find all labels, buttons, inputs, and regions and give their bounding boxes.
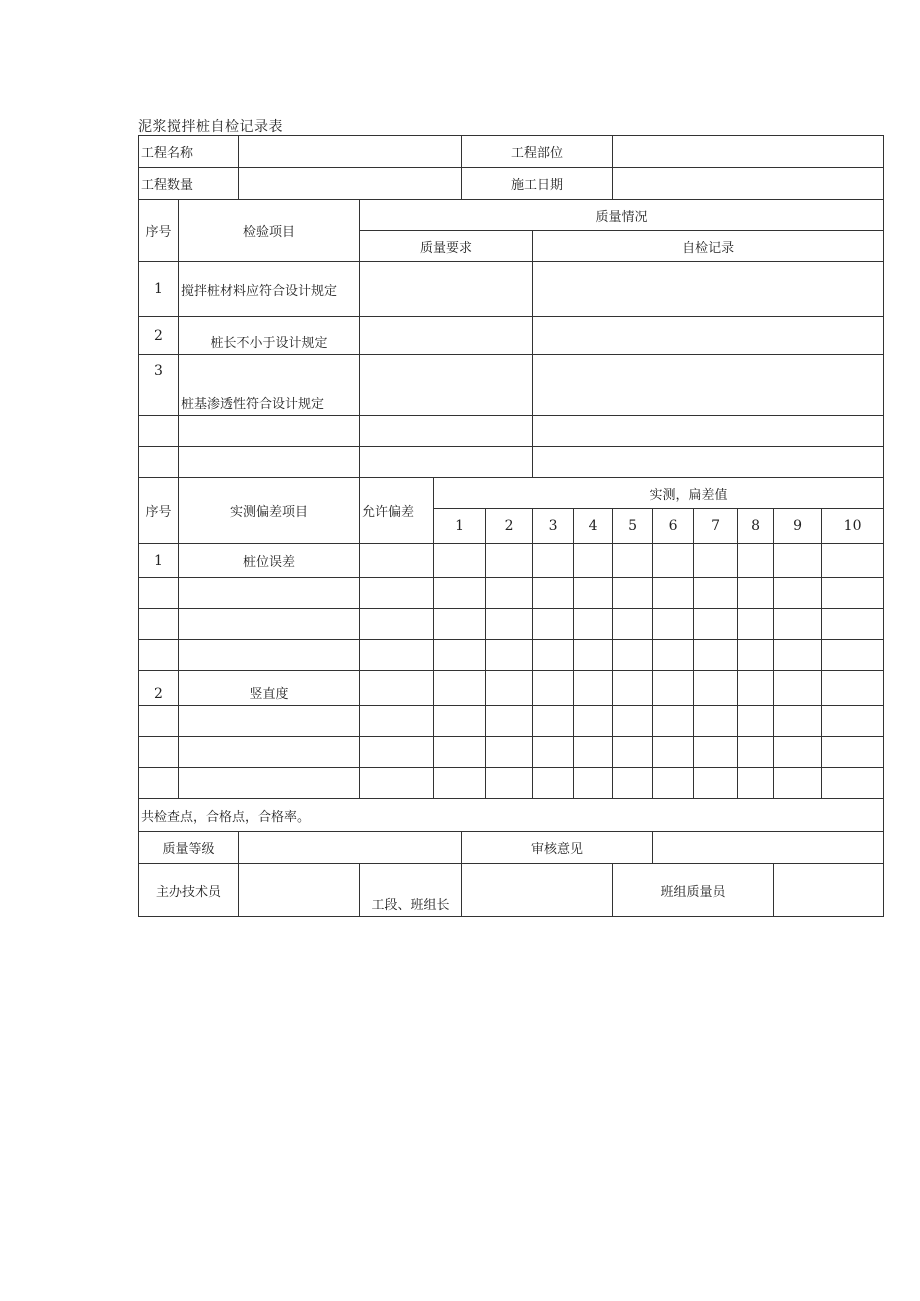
quality-requirement-cell[interactable]	[360, 317, 533, 355]
measure-cell[interactable]	[653, 706, 694, 737]
measure-cell[interactable]	[738, 578, 774, 609]
measure-cell[interactable]	[486, 544, 533, 578]
measurement-item-number: 2	[139, 671, 179, 706]
measure-cell[interactable]	[486, 578, 533, 609]
measurement-item-text[interactable]	[179, 737, 360, 768]
measurement-item-number: 1	[139, 544, 179, 578]
quality-requirement-header: 质量要求	[360, 231, 533, 262]
measurement-row-empty	[139, 609, 884, 640]
measure-cell[interactable]	[533, 768, 574, 799]
measure-cell[interactable]	[434, 544, 486, 578]
measure-cell[interactable]	[738, 609, 774, 640]
measure-cell[interactable]	[694, 706, 738, 737]
inspection-seq-header: 序号	[139, 200, 179, 262]
measure-cell[interactable]	[574, 609, 613, 640]
measurement-item-text[interactable]	[179, 640, 360, 671]
measure-cell[interactable]	[434, 640, 486, 671]
measure-cell[interactable]	[613, 768, 653, 799]
measurement-row-empty	[139, 578, 884, 609]
measure-cell[interactable]	[774, 609, 822, 640]
measure-cell[interactable]	[694, 768, 738, 799]
team-quality-officer-signature-field[interactable]	[774, 864, 884, 917]
measure-cell[interactable]	[738, 640, 774, 671]
measure-cell[interactable]	[574, 768, 613, 799]
project-name-label: 工程名称	[139, 136, 239, 168]
measure-cell[interactable]	[653, 671, 694, 706]
allowed-deviation-cell[interactable]	[360, 671, 434, 706]
measure-cell[interactable]	[653, 578, 694, 609]
measure-column-2: 2	[486, 509, 533, 544]
measurement-row	[139, 671, 884, 706]
measure-cell[interactable]	[822, 737, 884, 768]
measure-cell[interactable]	[613, 609, 653, 640]
grade-row	[139, 832, 884, 864]
measure-cell[interactable]	[434, 768, 486, 799]
measure-cell[interactable]	[486, 706, 533, 737]
measure-cell[interactable]	[574, 640, 613, 671]
measure-column-6: 6	[653, 509, 694, 544]
inspection-row-empty	[139, 447, 884, 478]
measure-cell[interactable]	[774, 737, 822, 768]
construction-date-label: 施工日期	[462, 168, 613, 200]
measure-cell[interactable]	[822, 706, 884, 737]
self-check-record-cell[interactable]	[533, 262, 884, 317]
measure-cell[interactable]	[694, 544, 738, 578]
measure-cell[interactable]	[774, 768, 822, 799]
measurement-item-number	[139, 640, 179, 671]
allowed-deviation-cell[interactable]	[360, 768, 434, 799]
signature-row	[139, 864, 884, 917]
summary-row	[139, 799, 884, 832]
measure-column-9: 9	[774, 509, 822, 544]
inspection-form-table	[138, 135, 884, 917]
inspection-item-number: 3	[139, 355, 179, 416]
measure-cell[interactable]	[434, 737, 486, 768]
measure-cell[interactable]	[738, 706, 774, 737]
measured-deviation-header: 实测，扁差值	[434, 478, 884, 509]
allowed-deviation-cell[interactable]	[360, 706, 434, 737]
measurement-row-empty	[139, 640, 884, 671]
measure-cell[interactable]	[738, 671, 774, 706]
project-quantity-value-field[interactable]	[239, 168, 462, 200]
measure-cell[interactable]	[613, 671, 653, 706]
measure-cell[interactable]	[738, 768, 774, 799]
measure-cell[interactable]	[653, 640, 694, 671]
measure-column-8: 8	[738, 509, 774, 544]
section-leader-signature-field[interactable]	[462, 864, 613, 917]
quality-requirement-cell[interactable]	[360, 416, 533, 447]
inspection-item-header: 检验项目	[179, 200, 360, 262]
measurement-item-number	[139, 578, 179, 609]
measurement-row-empty	[139, 737, 884, 768]
inspection-row	[139, 262, 884, 317]
measurement-item-number	[139, 768, 179, 799]
measurement-row-empty	[139, 768, 884, 799]
measure-cell[interactable]	[574, 578, 613, 609]
inspection-item-number	[139, 416, 179, 447]
inspection-item-number: 1	[139, 262, 179, 317]
measure-cell[interactable]	[738, 737, 774, 768]
measure-cell[interactable]	[653, 609, 694, 640]
measure-cell[interactable]	[774, 640, 822, 671]
review-opinion-field[interactable]	[653, 832, 884, 864]
quality-requirement-cell[interactable]	[360, 447, 533, 478]
measure-cell[interactable]	[653, 544, 694, 578]
inspection-item-number: 2	[139, 317, 179, 355]
project-section-value-field[interactable]	[613, 136, 884, 168]
measure-cell[interactable]	[694, 578, 738, 609]
measurement-item-header: 实测偏差项目	[179, 478, 360, 544]
measure-cell[interactable]	[653, 768, 694, 799]
measure-cell[interactable]	[738, 544, 774, 578]
measure-cell[interactable]	[822, 544, 884, 578]
section-leader-label: 工段、班组长	[360, 864, 462, 917]
allowed-deviation-cell[interactable]	[360, 578, 434, 609]
project-section-label: 工程部位	[462, 136, 613, 168]
measure-cell[interactable]	[822, 609, 884, 640]
measurement-item-text[interactable]	[179, 706, 360, 737]
quality-status-header: 质量情况	[360, 200, 884, 231]
measure-cell[interactable]	[533, 640, 574, 671]
measure-cell[interactable]	[533, 578, 574, 609]
allowed-deviation-cell[interactable]	[360, 544, 434, 578]
self-check-record-cell[interactable]	[533, 355, 884, 416]
inspection-row-empty	[139, 416, 884, 447]
inspection-item-text[interactable]	[179, 416, 360, 447]
measure-cell[interactable]	[613, 640, 653, 671]
self-check-record-header: 自检记录	[533, 231, 884, 262]
inspection-item-text: 桩基渗透性符合设计规定	[179, 355, 360, 416]
inspection-row	[139, 317, 884, 355]
measure-cell[interactable]	[486, 737, 533, 768]
measure-cell[interactable]	[533, 609, 574, 640]
measure-cell[interactable]	[574, 706, 613, 737]
measurement-item-number	[139, 706, 179, 737]
measure-cell[interactable]	[694, 671, 738, 706]
measure-cell[interactable]	[613, 544, 653, 578]
measure-column-3: 3	[533, 509, 574, 544]
quality-grade-label: 质量等级	[139, 832, 239, 864]
allowed-deviation-cell[interactable]	[360, 640, 434, 671]
measure-cell[interactable]	[822, 640, 884, 671]
project-quantity-row	[139, 168, 884, 200]
measurement-item-number	[139, 609, 179, 640]
measure-cell[interactable]	[653, 737, 694, 768]
project-name-value-field[interactable]	[239, 136, 462, 168]
measurement-row	[139, 544, 884, 578]
measure-cell[interactable]	[774, 706, 822, 737]
allowed-deviation-header: 允许偏差	[360, 478, 434, 544]
measurement-row-empty	[139, 706, 884, 737]
team-quality-officer-label: 班组质量员	[613, 864, 774, 917]
measurement-item-text[interactable]	[179, 609, 360, 640]
review-opinion-label: 审核意见	[462, 832, 653, 864]
measure-cell[interactable]	[574, 544, 613, 578]
inspection-item-text[interactable]	[179, 447, 360, 478]
measure-cell[interactable]	[434, 609, 486, 640]
measurement-item-number	[139, 737, 179, 768]
measure-cell[interactable]	[486, 640, 533, 671]
technician-label: 主办技术员	[139, 864, 239, 917]
measure-cell[interactable]	[574, 671, 613, 706]
measurement-item-text[interactable]	[179, 578, 360, 609]
inspection-item-number	[139, 447, 179, 478]
inspection-item-text: 桩长不小于设计规定	[179, 317, 360, 355]
allowed-deviation-cell[interactable]	[360, 737, 434, 768]
self-check-record-cell[interactable]	[533, 447, 884, 478]
measure-column-1: 1	[434, 509, 486, 544]
measure-cell[interactable]	[774, 544, 822, 578]
quality-requirement-cell[interactable]	[360, 262, 533, 317]
measure-cell[interactable]	[533, 671, 574, 706]
measure-cell[interactable]	[533, 706, 574, 737]
measure-cell[interactable]	[774, 671, 822, 706]
measure-cell[interactable]	[613, 578, 653, 609]
measure-cell[interactable]	[774, 578, 822, 609]
measure-column-4: 4	[574, 509, 613, 544]
self-check-record-cell[interactable]	[533, 416, 884, 447]
measure-cell[interactable]	[533, 737, 574, 768]
measure-cell[interactable]	[434, 671, 486, 706]
measure-cell[interactable]	[434, 706, 486, 737]
measure-cell[interactable]	[486, 671, 533, 706]
inspection-item-text: 搅拌桩材料应符合设计规定	[179, 262, 360, 317]
measure-cell[interactable]	[694, 737, 738, 768]
measure-cell[interactable]	[434, 578, 486, 609]
quality-requirement-cell[interactable]	[360, 355, 533, 416]
measure-cell[interactable]	[822, 671, 884, 706]
self-check-record-cell[interactable]	[533, 317, 884, 355]
measure-cell[interactable]	[533, 544, 574, 578]
project-quantity-label: 工程数量	[139, 168, 239, 200]
measure-column-5: 5	[613, 509, 653, 544]
inspection-summary: 共检查点，合格点，合格率。	[139, 799, 884, 832]
measurement-item-text[interactable]	[179, 768, 360, 799]
measure-column-7: 7	[694, 509, 738, 544]
measurement-header-row	[139, 478, 884, 509]
measure-cell[interactable]	[486, 609, 533, 640]
measurement-seq-header: 序号	[139, 478, 179, 544]
measure-cell[interactable]	[574, 737, 613, 768]
project-name-row	[139, 136, 884, 168]
measure-cell[interactable]	[694, 609, 738, 640]
inspection-header-row	[139, 200, 884, 231]
measure-cell[interactable]	[694, 640, 738, 671]
technician-signature-field[interactable]	[239, 864, 360, 917]
measurement-item-text: 竖直度	[179, 671, 360, 706]
measure-cell[interactable]	[613, 706, 653, 737]
construction-date-value-field[interactable]	[613, 168, 884, 200]
measure-cell[interactable]	[486, 768, 533, 799]
measure-column-10: 10	[822, 509, 884, 544]
measurement-item-text: 桩位误差	[179, 544, 360, 578]
inspection-row	[139, 355, 884, 416]
measure-cell[interactable]	[613, 737, 653, 768]
allowed-deviation-cell[interactable]	[360, 609, 434, 640]
quality-grade-field[interactable]	[239, 832, 462, 864]
measure-cell[interactable]	[822, 578, 884, 609]
page-title: 泥浆搅拌桩自检记录表	[138, 119, 283, 135]
measure-cell[interactable]	[822, 768, 884, 799]
